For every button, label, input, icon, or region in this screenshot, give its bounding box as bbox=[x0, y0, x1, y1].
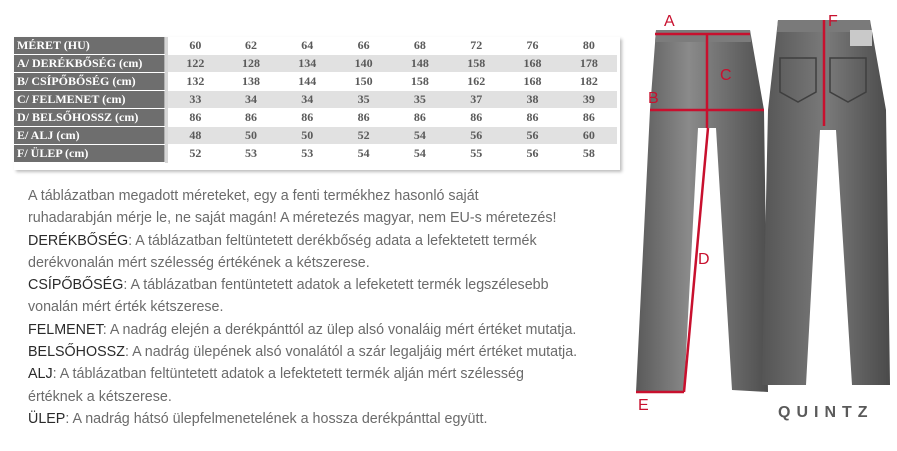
value-cell: 37 bbox=[448, 91, 504, 109]
value-cell: 54 bbox=[392, 145, 448, 163]
value-cell: 128 bbox=[223, 55, 279, 73]
value-cell: 140 bbox=[335, 55, 391, 73]
size-header-cell: 64 bbox=[279, 37, 335, 55]
definition-text: értéknek a kétszerese. bbox=[28, 388, 172, 405]
table-row bbox=[14, 73, 617, 91]
table-row bbox=[14, 55, 617, 73]
size-header-cell: 68 bbox=[392, 37, 448, 55]
value-cell: 50 bbox=[279, 127, 335, 145]
row-label-cell: C/ FELMENET (cm) bbox=[14, 91, 167, 109]
definition-line bbox=[28, 252, 618, 274]
value-cell: 148 bbox=[392, 55, 448, 73]
definition-term: FELMENET bbox=[28, 321, 103, 338]
value-cell: 34 bbox=[279, 91, 335, 109]
definition-text: : A nadrág elején a derékpánttól az ülep alsó vonaláig mért értéket mutatja. bbox=[102, 321, 577, 338]
value-cell: 60 bbox=[561, 127, 617, 145]
value-cell: 132 bbox=[167, 73, 223, 91]
value-cell: 53 bbox=[223, 145, 279, 163]
value-cell: 55 bbox=[448, 145, 504, 163]
size-header-cell: 60 bbox=[167, 37, 223, 55]
value-cell: 53 bbox=[279, 145, 335, 163]
table-row bbox=[14, 109, 617, 127]
label-b: B bbox=[648, 90, 659, 107]
table-row bbox=[14, 145, 617, 163]
back-jeans-shape bbox=[762, 20, 890, 385]
value-cell: 54 bbox=[335, 145, 391, 163]
definition-text: : A nadrág ülepének alsó vonalától a szár legaljáig mért értéket mutatja. bbox=[124, 344, 578, 361]
value-cell: 86 bbox=[448, 109, 504, 127]
value-cell: 162 bbox=[448, 73, 504, 91]
value-cell: 86 bbox=[504, 109, 560, 127]
back-label-patch bbox=[850, 30, 872, 46]
value-cell: 158 bbox=[448, 55, 504, 73]
table-row bbox=[14, 91, 617, 109]
label-e: E bbox=[638, 397, 649, 414]
value-cell: 58 bbox=[561, 145, 617, 163]
definition-term: DERÉKBŐSÉG bbox=[28, 232, 129, 249]
value-cell: 182 bbox=[561, 73, 617, 91]
definition-line bbox=[28, 296, 618, 318]
value-cell: 34 bbox=[223, 91, 279, 109]
table-header-row bbox=[14, 37, 617, 55]
value-cell: 122 bbox=[167, 55, 223, 73]
row-label-cell: D/ BELSŐHOSSZ (cm) bbox=[14, 109, 167, 127]
definition-line bbox=[28, 363, 618, 385]
definition-line bbox=[28, 386, 618, 408]
definition-line bbox=[28, 274, 618, 296]
size-table-container bbox=[14, 37, 617, 163]
value-cell: 56 bbox=[448, 127, 504, 145]
value-cell: 56 bbox=[504, 145, 560, 163]
value-cell: 48 bbox=[167, 127, 223, 145]
value-cell: 158 bbox=[392, 73, 448, 91]
value-cell: 35 bbox=[392, 91, 448, 109]
definition-line bbox=[28, 230, 618, 252]
definition-term: BELSŐHOSSZ bbox=[28, 344, 125, 361]
value-cell: 52 bbox=[335, 127, 391, 145]
definition-term: ALJ bbox=[28, 366, 53, 383]
value-cell: 144 bbox=[279, 73, 335, 91]
label-f: F bbox=[828, 13, 838, 30]
row-label-cell: F/ ÜLEP (cm) bbox=[14, 145, 167, 163]
label-c: C bbox=[720, 67, 732, 84]
size-table bbox=[14, 37, 617, 163]
value-cell: 86 bbox=[561, 109, 617, 127]
row-label-cell: A/ DERÉKBŐSÉG (cm) bbox=[14, 55, 167, 73]
definition-text: derékvonalán mért szélesség értékének a kétszerese. bbox=[28, 254, 370, 271]
size-header-cell: 80 bbox=[561, 37, 617, 55]
value-cell: 52 bbox=[167, 145, 223, 163]
row-label-cell: E/ ALJ (cm) bbox=[14, 127, 167, 145]
value-cell: 86 bbox=[279, 109, 335, 127]
value-cell: 86 bbox=[223, 109, 279, 127]
definition-text: : A táblázatban feltüntetett derékbőség adata a lefektetett termék bbox=[128, 232, 537, 249]
value-cell: 39 bbox=[561, 91, 617, 109]
definition-term: ÜLEP bbox=[28, 410, 66, 427]
size-header-cell: 62 bbox=[223, 37, 279, 55]
header-label-cell: MÉRET (HU) bbox=[14, 37, 167, 55]
definition-term: CSÍPŐBŐSÉG bbox=[28, 277, 124, 294]
front-jeans-shape bbox=[636, 30, 768, 392]
size-header-cell: 72 bbox=[448, 37, 504, 55]
row-label-cell: B/ CSÍPŐBŐSÉG (cm) bbox=[14, 73, 167, 91]
definition-line bbox=[28, 319, 618, 341]
value-cell: 38 bbox=[504, 91, 560, 109]
brand-logo: QUINTZ bbox=[778, 404, 874, 421]
value-cell: 86 bbox=[392, 109, 448, 127]
value-cell: 168 bbox=[504, 55, 560, 73]
value-cell: 150 bbox=[335, 73, 391, 91]
value-cell: 54 bbox=[392, 127, 448, 145]
value-cell: 86 bbox=[335, 109, 391, 127]
definition-text: : A táblázatban feltüntetett adatok a lefektetett termék alján mért szélesség bbox=[52, 366, 524, 383]
definition-line bbox=[28, 341, 618, 363]
size-header-cell: 66 bbox=[335, 37, 391, 55]
value-cell: 50 bbox=[223, 127, 279, 145]
intro-line: A táblázatban megadott méreteket, egy a fenti termékhez hasonló saját bbox=[28, 188, 479, 204]
value-cell: 178 bbox=[561, 55, 617, 73]
value-cell: 134 bbox=[279, 55, 335, 73]
value-cell: 138 bbox=[223, 73, 279, 91]
front-waistband bbox=[655, 30, 751, 42]
jeans-diagram bbox=[628, 0, 897, 451]
label-a: A bbox=[664, 13, 675, 30]
intro-line: ruhadarabján mérje le, ne saját magán! A méretezés magyar, nem EU-s méretezés! bbox=[28, 210, 557, 227]
size-description bbox=[28, 185, 618, 430]
label-d: D bbox=[698, 251, 710, 268]
definition-text: vonalán mért érték kétszerese. bbox=[28, 299, 224, 316]
definition-text: : A táblázatban fentüntetett adatok a lefeketett termék legszélesebb bbox=[123, 277, 549, 294]
table-row bbox=[14, 127, 617, 145]
definition-text: : A nadrág hátsó ülepfelmenetelének a hossza derékpánttal együtt. bbox=[65, 410, 488, 427]
value-cell: 168 bbox=[504, 73, 560, 91]
value-cell: 33 bbox=[167, 91, 223, 109]
value-cell: 86 bbox=[167, 109, 223, 127]
value-cell: 56 bbox=[504, 127, 560, 145]
size-header-cell: 76 bbox=[504, 37, 560, 55]
value-cell: 35 bbox=[335, 91, 391, 109]
definition-line bbox=[28, 408, 618, 430]
